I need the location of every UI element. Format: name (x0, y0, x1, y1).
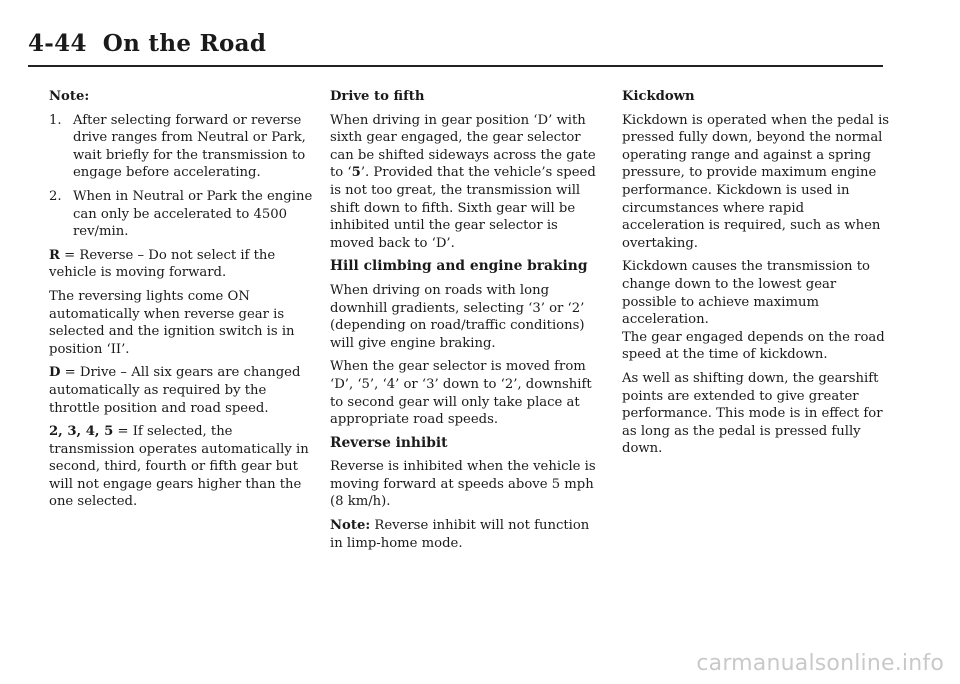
hill-text-1: When driving on roads with long downhill gradients, selecting ‘3’ or ‘2’ (depending on road/traffic conditions) will give engine braking. (330, 282, 585, 351)
column-2 (330, 88, 598, 558)
reverse-inhibit-text: Reverse is inhibited when the vehicle is moving forward at speeds above 5 mph (8 km/h). (330, 459, 596, 510)
list-item-text: After selecting forward or reverse drive ranges from Neutral or Park, wait briefly for the transmission to engage before accelerating. (73, 112, 306, 181)
drive-text: = Drive – All six gears are changed automatically as required by the throttle position and road speed. (49, 365, 301, 416)
gears-definition (49, 423, 317, 511)
drive-fifth-text (330, 112, 598, 253)
gears-key: 2, 3, 4, 5 (49, 424, 114, 440)
list-item-number: 2. (49, 188, 62, 204)
page-title: On the Road (102, 30, 267, 57)
reversing-lights-text: The reversing lights come ON automatically when reverse gear is selected and the ignition switch is in position ‘II’. (49, 288, 295, 357)
hill-heading: Hill climbing and engine braking (330, 258, 588, 275)
reverse-inhibit-note (330, 517, 598, 552)
drive-fifth-heading: Drive to fifth (330, 89, 425, 104)
page-header (28, 30, 266, 57)
drive-fifth-text-a: When driving in gear position ‘D’ with sixth gear engaged, the gear selector can be shifted sideways across the gate to ‘ (330, 112, 596, 181)
drive-fifth-text-b: ’. Provided that the vehicle’s speed is not too great, the transmission will shift down to fifth. Sixth gear will be inhibited until the gear selector is moved back to ‘D’. (330, 165, 596, 251)
note-label: Note: (49, 89, 90, 104)
kickdown-text-3: As well as shifting down, the gearshift points are extended to give greater performance. This mode is in effect for as long as the pedal is pressed fully down. (622, 370, 883, 457)
list-item (49, 188, 317, 241)
kickdown-text-1: Kickdown is operated when the pedal is pressed fully down, beyond the normal operating range and against a spring pressure, to provide maximum engine performance. Kickdown is used in circumstances where rapid acceleration is required, such as when overtaking. (622, 112, 890, 251)
drive-fifth-gear: 5 (351, 165, 361, 181)
drive-definition (49, 364, 317, 417)
header-rule (28, 65, 883, 67)
column-1 (49, 88, 317, 517)
kickdown-text-2 (622, 258, 890, 364)
hill-text-2: When the gear selector is moved from ‘D’, ‘5’, ‘4’ or ‘3’ down to ‘2’, downshift to second gear will only take place at appropriate road speeds. (330, 359, 592, 428)
gears-text: = If selected, the transmission operates automatically in second, third, fourth or fifth gear but will not engage gears higher than the one selected. (49, 424, 309, 510)
list-item-number: 1. (49, 112, 62, 128)
note-text: Reverse inhibit will not function in limp-home mode. (330, 518, 590, 551)
list-item (49, 112, 317, 182)
kickdown-text-2b: The gear engaged depends on the road speed at the time of kickdown. (622, 329, 885, 363)
page-number: 4-44 (28, 30, 87, 57)
drive-key: D (49, 365, 61, 381)
note-label: Note: (330, 518, 371, 534)
list-item-text: When in Neutral or Park the engine can only be accelerated to 4500 rev/min. (73, 188, 313, 240)
reverse-definition (49, 247, 317, 282)
watermark: carmanualsonline.info (696, 651, 944, 676)
kickdown-text-2a: Kickdown causes the transmission to change down to the lowest gear possible to achieve maximum acceleration. (622, 259, 870, 328)
reverse-text: = Reverse – Do not select if the vehicle is moving forward. (49, 247, 276, 281)
reverse-inhibit-heading: Reverse inhibit (330, 434, 448, 451)
column-3 (622, 88, 890, 464)
kickdown-heading: Kickdown (622, 89, 695, 104)
reverse-key: R (49, 247, 60, 263)
